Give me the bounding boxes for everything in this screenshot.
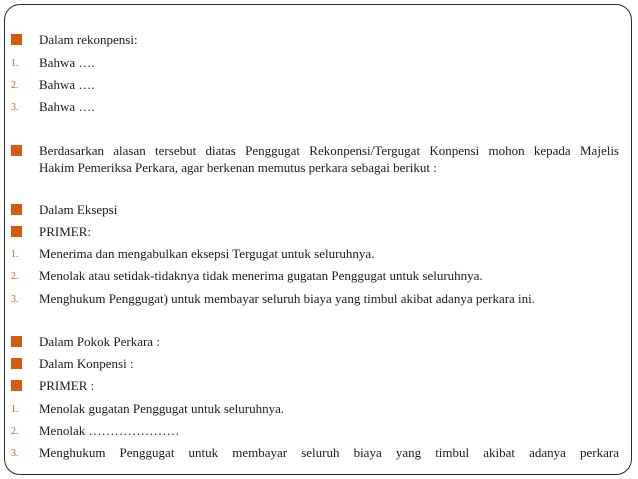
paragraph-item [5,142,631,182]
numbered-item-text: Bahwa …. [39,77,95,92]
list-item-text: PRIMER : [39,378,95,393]
numbered-item-text: Bahwa …. [39,99,95,114]
numbered-item-text: Menolak gugatan Penggugat untuk seluruhnya. [39,401,285,416]
square-bullet-icon [11,358,22,369]
numbered-item-text: Menghukum Penggugat untuk membayar seluruh biaya yang timbul akibat adanya perkara [39,445,619,460]
paragraph-text [39,142,619,176]
item-number: 1. [11,249,19,260]
list-item-text: PRIMER: [39,224,92,239]
item-number: 2. [11,426,19,437]
item-number: 1. [11,404,19,415]
slide-frame [4,4,632,475]
paragraph-line: Berdasarkan alasan tersebut diatas Penggugat Rekonpensi/Tergugat Konpensi mohon kepada Majelis [39,143,619,158]
numbered-item-text: Menghukum Penggugat) untuk membayar seluruh biaya yang timbul akibat adanya perkara ini. [39,291,536,306]
item-number: 2. [11,80,19,91]
square-bullet-icon [11,204,22,215]
list-item-text: Dalam Eksepsi [39,202,118,217]
square-bullet-icon [11,145,22,156]
square-bullet-icon [11,380,22,391]
item-number: 3. [11,102,19,113]
square-bullet-icon [11,34,22,45]
numbered-item-text: Bahwa …. [39,55,95,70]
item-number: 1. [11,58,19,69]
square-bullet-icon [11,336,22,347]
item-number: 3. [11,294,19,305]
numbered-item-text: Menolak ………………… [39,423,180,438]
numbered-item-text: Menolak atau setidak-tidaknya tidak menerima gugatan Penggugat untuk seluruhnya. [39,268,483,283]
numbered-item-text: Menerima dan mengabulkan eksepsi Tergugat untuk seluruhnya. [39,246,375,261]
paragraph-line: Hakim Pemeriksa Perkara, agar berkenan memutus perkara sebagai berikut : [39,160,437,175]
item-number: 3. [11,448,19,459]
item-number: 2. [11,271,19,282]
list-item-text: Dalam Konpensi : [39,356,134,371]
square-bullet-icon [11,226,22,237]
list-item-text: Dalam rekonpensi: [39,32,138,47]
list-item-text: Dalam Pokok Perkara : [39,334,160,349]
